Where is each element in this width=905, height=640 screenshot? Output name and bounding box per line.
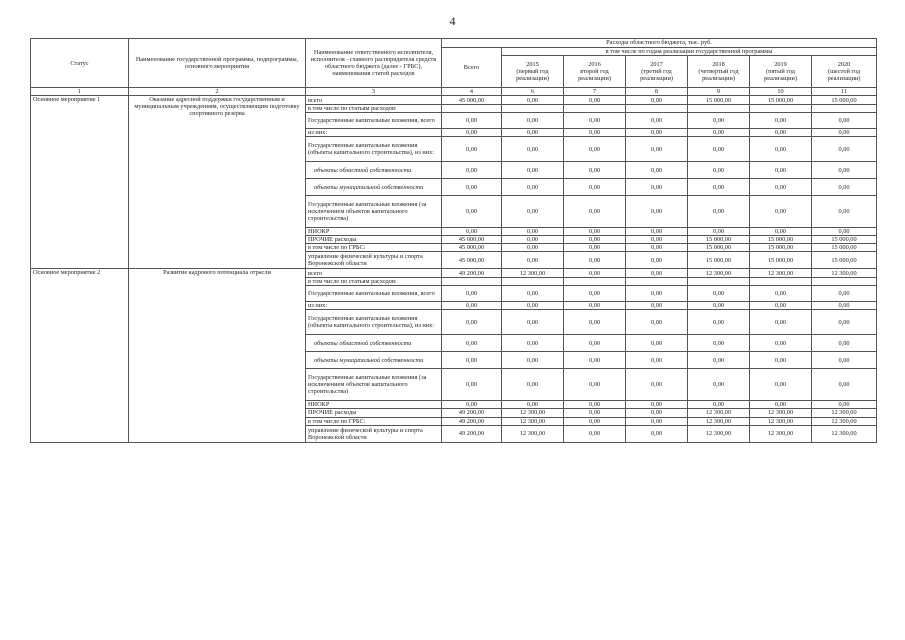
amount-cell: 0,00: [564, 335, 626, 352]
expense-article-label: объекты муниципальной собственности: [306, 179, 442, 196]
header-year-note: (шестой год реализации): [827, 68, 861, 83]
amount-cell: 0,00: [502, 129, 564, 137]
table-row: [31, 269, 877, 278]
expense-article-label: объекты областной собственности: [306, 162, 442, 179]
amount-cell: 0,00: [750, 162, 812, 179]
amount-cell: 0,00: [564, 113, 626, 129]
amount-cell: 0,00: [502, 401, 564, 409]
header-year-2019: [750, 56, 812, 88]
amount-cell: [688, 105, 750, 113]
amount-cell: 0,00: [750, 113, 812, 129]
page-number: 4: [449, 14, 456, 28]
amount-cell: 0,00: [626, 129, 688, 137]
amount-cell: 45 000,00: [442, 236, 502, 244]
header-year-note: (третий год реализации): [640, 68, 673, 83]
amount-cell: 0,00: [626, 137, 688, 162]
amount-cell: 12 300,00: [502, 269, 564, 278]
amount-cell: 0,00: [442, 401, 502, 409]
header-year-2020: [812, 56, 877, 88]
expense-article-label: НИОКР: [306, 228, 442, 236]
amount-cell: 15 000,00: [750, 244, 812, 252]
amount-cell: 0,00: [812, 113, 877, 129]
header-year-note: (первый год реализации): [516, 68, 549, 83]
amount-cell: 12 300,00: [502, 409, 564, 417]
amount-cell: 0,00: [564, 196, 626, 228]
amount-cell: 0,00: [502, 113, 564, 129]
amount-cell: 15 000,00: [812, 236, 877, 244]
amount-cell: 0,00: [564, 417, 626, 425]
amount-cell: 0,00: [564, 179, 626, 196]
amount-cell: 0,00: [442, 196, 502, 228]
amount-cell: 0,00: [750, 129, 812, 137]
amount-cell: 0,00: [442, 129, 502, 137]
header-year-2017: [626, 56, 688, 88]
expense-article-label: Государственные капитальные вложения (объекты капитального строительства), из них:: [306, 137, 442, 162]
amount-cell: [502, 278, 564, 286]
expense-article-label: из них:: [306, 129, 442, 137]
amount-cell: 0,00: [750, 352, 812, 369]
amount-cell: 0,00: [442, 162, 502, 179]
amount-cell: 0,00: [564, 302, 626, 310]
amount-cell: 0,00: [564, 286, 626, 302]
amount-cell: 15 000,00: [812, 96, 877, 105]
amount-cell: 0,00: [750, 286, 812, 302]
column-number: 6: [502, 88, 564, 96]
amount-cell: 12 300,00: [750, 269, 812, 278]
amount-cell: 0,00: [626, 96, 688, 105]
amount-cell: 0,00: [750, 401, 812, 409]
amount-cell: 0,00: [564, 236, 626, 244]
amount-cell: 15 000,00: [750, 252, 812, 269]
expense-article-label: Государственные капитальные вложения, всего: [306, 286, 442, 302]
amount-cell: 12 300,00: [688, 425, 750, 442]
expense-article-label: в том числе по статьям расходов:: [306, 105, 442, 113]
amount-cell: 12 300,00: [688, 417, 750, 425]
expense-article-label: Государственные капитальные вложения (объекты капитального строительства), из них:: [306, 310, 442, 335]
amount-cell: 0,00: [442, 137, 502, 162]
amount-cell: 12 300,00: [812, 425, 877, 442]
amount-cell: 0,00: [564, 244, 626, 252]
amount-cell: 0,00: [442, 286, 502, 302]
expense-article-label: из них:: [306, 302, 442, 310]
header-year-label: 2015: [526, 60, 539, 68]
expense-article-label: объекты муниципальной собственности: [306, 352, 442, 369]
amount-cell: 15 000,00: [812, 252, 877, 269]
amount-cell: 0,00: [750, 302, 812, 310]
amount-cell: 45 000,00: [442, 244, 502, 252]
amount-cell: 0,00: [564, 228, 626, 236]
amount-cell: 12 300,00: [688, 409, 750, 417]
header-year-label: 2016: [588, 60, 601, 68]
amount-cell: 0,00: [626, 244, 688, 252]
amount-cell: 0,00: [442, 302, 502, 310]
amount-cell: 12 300,00: [812, 269, 877, 278]
amount-cell: 0,00: [812, 137, 877, 162]
amount-cell: 0,00: [812, 286, 877, 302]
amount-cell: [812, 105, 877, 113]
amount-cell: 0,00: [626, 425, 688, 442]
amount-cell: 0,00: [502, 228, 564, 236]
amount-cell: 0,00: [564, 401, 626, 409]
amount-cell: 0,00: [750, 310, 812, 335]
amount-cell: 0,00: [812, 352, 877, 369]
header-by-years: в том числе по годам реализации государственной программы: [502, 48, 877, 56]
amount-cell: 49 200,00: [442, 409, 502, 417]
amount-cell: 0,00: [564, 425, 626, 442]
amount-cell: [750, 105, 812, 113]
amount-cell: 0,00: [502, 369, 564, 401]
amount-cell: 0,00: [626, 310, 688, 335]
amount-cell: 0,00: [750, 228, 812, 236]
expense-article-label: всего: [306, 269, 442, 278]
amount-cell: 0,00: [812, 162, 877, 179]
amount-cell: 12 300,00: [750, 409, 812, 417]
header-year-note: (четвертый год реализации): [698, 68, 739, 83]
amount-cell: 0,00: [688, 369, 750, 401]
amount-cell: 0,00: [688, 228, 750, 236]
amount-cell: 0,00: [564, 352, 626, 369]
expense-article-label: Государственные капитальные вложения (за исключением объектов капитального строительства): [306, 196, 442, 228]
amount-cell: 0,00: [688, 401, 750, 409]
amount-cell: 0,00: [688, 302, 750, 310]
amount-cell: 0,00: [812, 179, 877, 196]
amount-cell: 0,00: [688, 137, 750, 162]
amount-cell: 0,00: [812, 196, 877, 228]
amount-cell: 0,00: [688, 162, 750, 179]
column-number: 4: [442, 88, 502, 96]
amount-cell: [750, 278, 812, 286]
amount-cell: 0,00: [442, 310, 502, 335]
amount-cell: 0,00: [502, 179, 564, 196]
amount-cell: 15 000,00: [688, 236, 750, 244]
header-year-note: (пятый год реализации): [764, 68, 797, 83]
amount-cell: 0,00: [626, 352, 688, 369]
column-number: 3: [306, 88, 442, 96]
amount-cell: [626, 278, 688, 286]
amount-cell: 0,00: [812, 335, 877, 352]
column-number: 7: [564, 88, 626, 96]
amount-cell: 0,00: [626, 401, 688, 409]
amount-cell: 0,00: [564, 96, 626, 105]
amount-cell: 0,00: [502, 302, 564, 310]
amount-cell: 0,00: [564, 310, 626, 335]
measure-status: Основное мероприятие 2: [31, 269, 129, 442]
amount-cell: 0,00: [688, 129, 750, 137]
measure-name: Оказание адресной поддержки государственным и муниципальным учреждениям, осуществляющим подготовку спортивного резерва: [129, 96, 306, 269]
amount-cell: 0,00: [502, 335, 564, 352]
expense-article-label: управление физической культуры и спорта Воронежской области: [306, 425, 442, 442]
amount-cell: [626, 105, 688, 113]
amount-cell: 0,00: [564, 369, 626, 401]
amount-cell: 0,00: [626, 286, 688, 302]
expense-article-label: объекты областной собственности: [306, 335, 442, 352]
amount-cell: 15 000,00: [688, 252, 750, 269]
expense-article-label: ПРОЧИЕ расходы: [306, 409, 442, 417]
amount-cell: 49 200,00: [442, 269, 502, 278]
amount-cell: 0,00: [442, 335, 502, 352]
amount-cell: 0,00: [750, 179, 812, 196]
amount-cell: 0,00: [750, 335, 812, 352]
amount-cell: 0,00: [502, 137, 564, 162]
expense-article-label: ПРОЧИЕ расходы: [306, 236, 442, 244]
amount-cell: 0,00: [442, 369, 502, 401]
amount-cell: 0,00: [812, 369, 877, 401]
amount-cell: 15 000,00: [688, 244, 750, 252]
expense-article-label: в том числе по ГРБС:: [306, 244, 442, 252]
amount-cell: 0,00: [626, 228, 688, 236]
amount-cell: 0,00: [688, 286, 750, 302]
measure-status: Основное мероприятие 1: [31, 96, 129, 269]
amount-cell: 0,00: [564, 409, 626, 417]
expense-article-label: в том числе по ГРБС:: [306, 417, 442, 425]
column-number: 11: [812, 88, 877, 96]
header-year-note: второй год реализации): [578, 68, 611, 83]
amount-cell: 0,00: [564, 129, 626, 137]
amount-cell: 12 300,00: [750, 425, 812, 442]
amount-cell: 0,00: [688, 310, 750, 335]
amount-cell: 0,00: [626, 196, 688, 228]
header-year-2018: [688, 56, 750, 88]
amount-cell: 0,00: [502, 162, 564, 179]
amount-cell: 0,00: [812, 401, 877, 409]
amount-cell: 0,00: [812, 310, 877, 335]
amount-cell: 15 000,00: [688, 96, 750, 105]
amount-cell: 0,00: [812, 302, 877, 310]
amount-cell: 0,00: [564, 137, 626, 162]
amount-cell: 0,00: [442, 228, 502, 236]
amount-cell: [812, 278, 877, 286]
amount-cell: 12 300,00: [812, 409, 877, 417]
amount-cell: 0,00: [626, 369, 688, 401]
amount-cell: 0,00: [750, 196, 812, 228]
amount-cell: 0,00: [750, 137, 812, 162]
amount-cell: 0,00: [812, 129, 877, 137]
amount-cell: 0,00: [442, 352, 502, 369]
amount-cell: 0,00: [502, 286, 564, 302]
amount-cell: 0,00: [626, 162, 688, 179]
amount-cell: 0,00: [502, 352, 564, 369]
amount-cell: 0,00: [442, 179, 502, 196]
amount-cell: 45 000,00: [442, 252, 502, 269]
amount-cell: [564, 105, 626, 113]
amount-cell: 0,00: [688, 179, 750, 196]
amount-cell: 0,00: [564, 162, 626, 179]
measure-name: Развитие кадрового потенциала отрасли: [129, 269, 306, 442]
column-number: 1: [31, 88, 129, 96]
amount-cell: 0,00: [502, 96, 564, 105]
amount-cell: [688, 278, 750, 286]
amount-cell: [442, 105, 502, 113]
amount-cell: 0,00: [750, 369, 812, 401]
column-number: 2: [129, 88, 306, 96]
amount-cell: 15 000,00: [750, 236, 812, 244]
header-year-2015: [502, 56, 564, 88]
amount-cell: 0,00: [564, 252, 626, 269]
column-number: 9: [688, 88, 750, 96]
amount-cell: 12 300,00: [750, 417, 812, 425]
budget-table: [30, 38, 877, 443]
expense-article-label: НИОКР: [306, 401, 442, 409]
amount-cell: [564, 278, 626, 286]
amount-cell: 12 300,00: [502, 417, 564, 425]
amount-cell: 12 300,00: [688, 269, 750, 278]
expense-article-label: Государственные капитальные вложения, всего: [306, 113, 442, 129]
amount-cell: 0,00: [688, 113, 750, 129]
amount-cell: 0,00: [688, 352, 750, 369]
amount-cell: 15 000,00: [750, 96, 812, 105]
header-year-label: 2017: [650, 60, 663, 68]
amount-cell: 0,00: [502, 244, 564, 252]
amount-cell: 0,00: [502, 310, 564, 335]
header-executor: Наименование ответственного исполнителя, исполнителя - главного распорядителя средств областного бюджета (далее - ГРБС), наименования статей расходов: [306, 39, 442, 88]
amount-cell: 0,00: [626, 417, 688, 425]
amount-cell: 0,00: [502, 252, 564, 269]
amount-cell: 0,00: [626, 409, 688, 417]
header-year-label: 2018: [712, 60, 725, 68]
header-year-label: 2020: [837, 60, 851, 68]
amount-cell: 0,00: [626, 302, 688, 310]
amount-cell: 49 200,00: [442, 425, 502, 442]
amount-cell: 0,00: [502, 196, 564, 228]
header-total: Всего: [442, 48, 502, 88]
amount-cell: 45 000,00: [442, 96, 502, 105]
column-number: 8: [626, 88, 688, 96]
amount-cell: [502, 105, 564, 113]
amount-cell: 49 200,00: [442, 417, 502, 425]
amount-cell: 0,00: [442, 113, 502, 129]
header-year-label: 2019: [774, 60, 787, 68]
amount-cell: [442, 278, 502, 286]
amount-cell: 0,00: [812, 228, 877, 236]
amount-cell: 0,00: [564, 269, 626, 278]
header-year-2016: [564, 56, 626, 88]
amount-cell: 0,00: [626, 179, 688, 196]
amount-cell: 15 000,00: [812, 244, 877, 252]
expense-article-label: Государственные капитальные вложения (за исключением объектов капитального строительства): [306, 369, 442, 401]
amount-cell: 0,00: [688, 335, 750, 352]
expense-article-label: управление физической культуры и спорта Воронежской области: [306, 252, 442, 269]
column-number: 10: [750, 88, 812, 96]
header-expenses: Расходы областного бюджета, тыс. руб.: [442, 39, 877, 48]
amount-cell: 0,00: [626, 269, 688, 278]
amount-cell: 12 300,00: [812, 417, 877, 425]
expense-article-label: в том числе по статьям расходов:: [306, 278, 442, 286]
amount-cell: 0,00: [626, 252, 688, 269]
header-status: Статус: [31, 39, 129, 88]
table-row: [31, 96, 877, 105]
amount-cell: 0,00: [626, 113, 688, 129]
amount-cell: 0,00: [502, 236, 564, 244]
amount-cell: 0,00: [688, 196, 750, 228]
header-program-name: Наименование государственной программы, подпрограммы, основного мероприятия: [129, 39, 306, 88]
amount-cell: 0,00: [626, 335, 688, 352]
amount-cell: 0,00: [626, 236, 688, 244]
expense-article-label: всего: [306, 96, 442, 105]
amount-cell: 12 300,00: [502, 425, 564, 442]
